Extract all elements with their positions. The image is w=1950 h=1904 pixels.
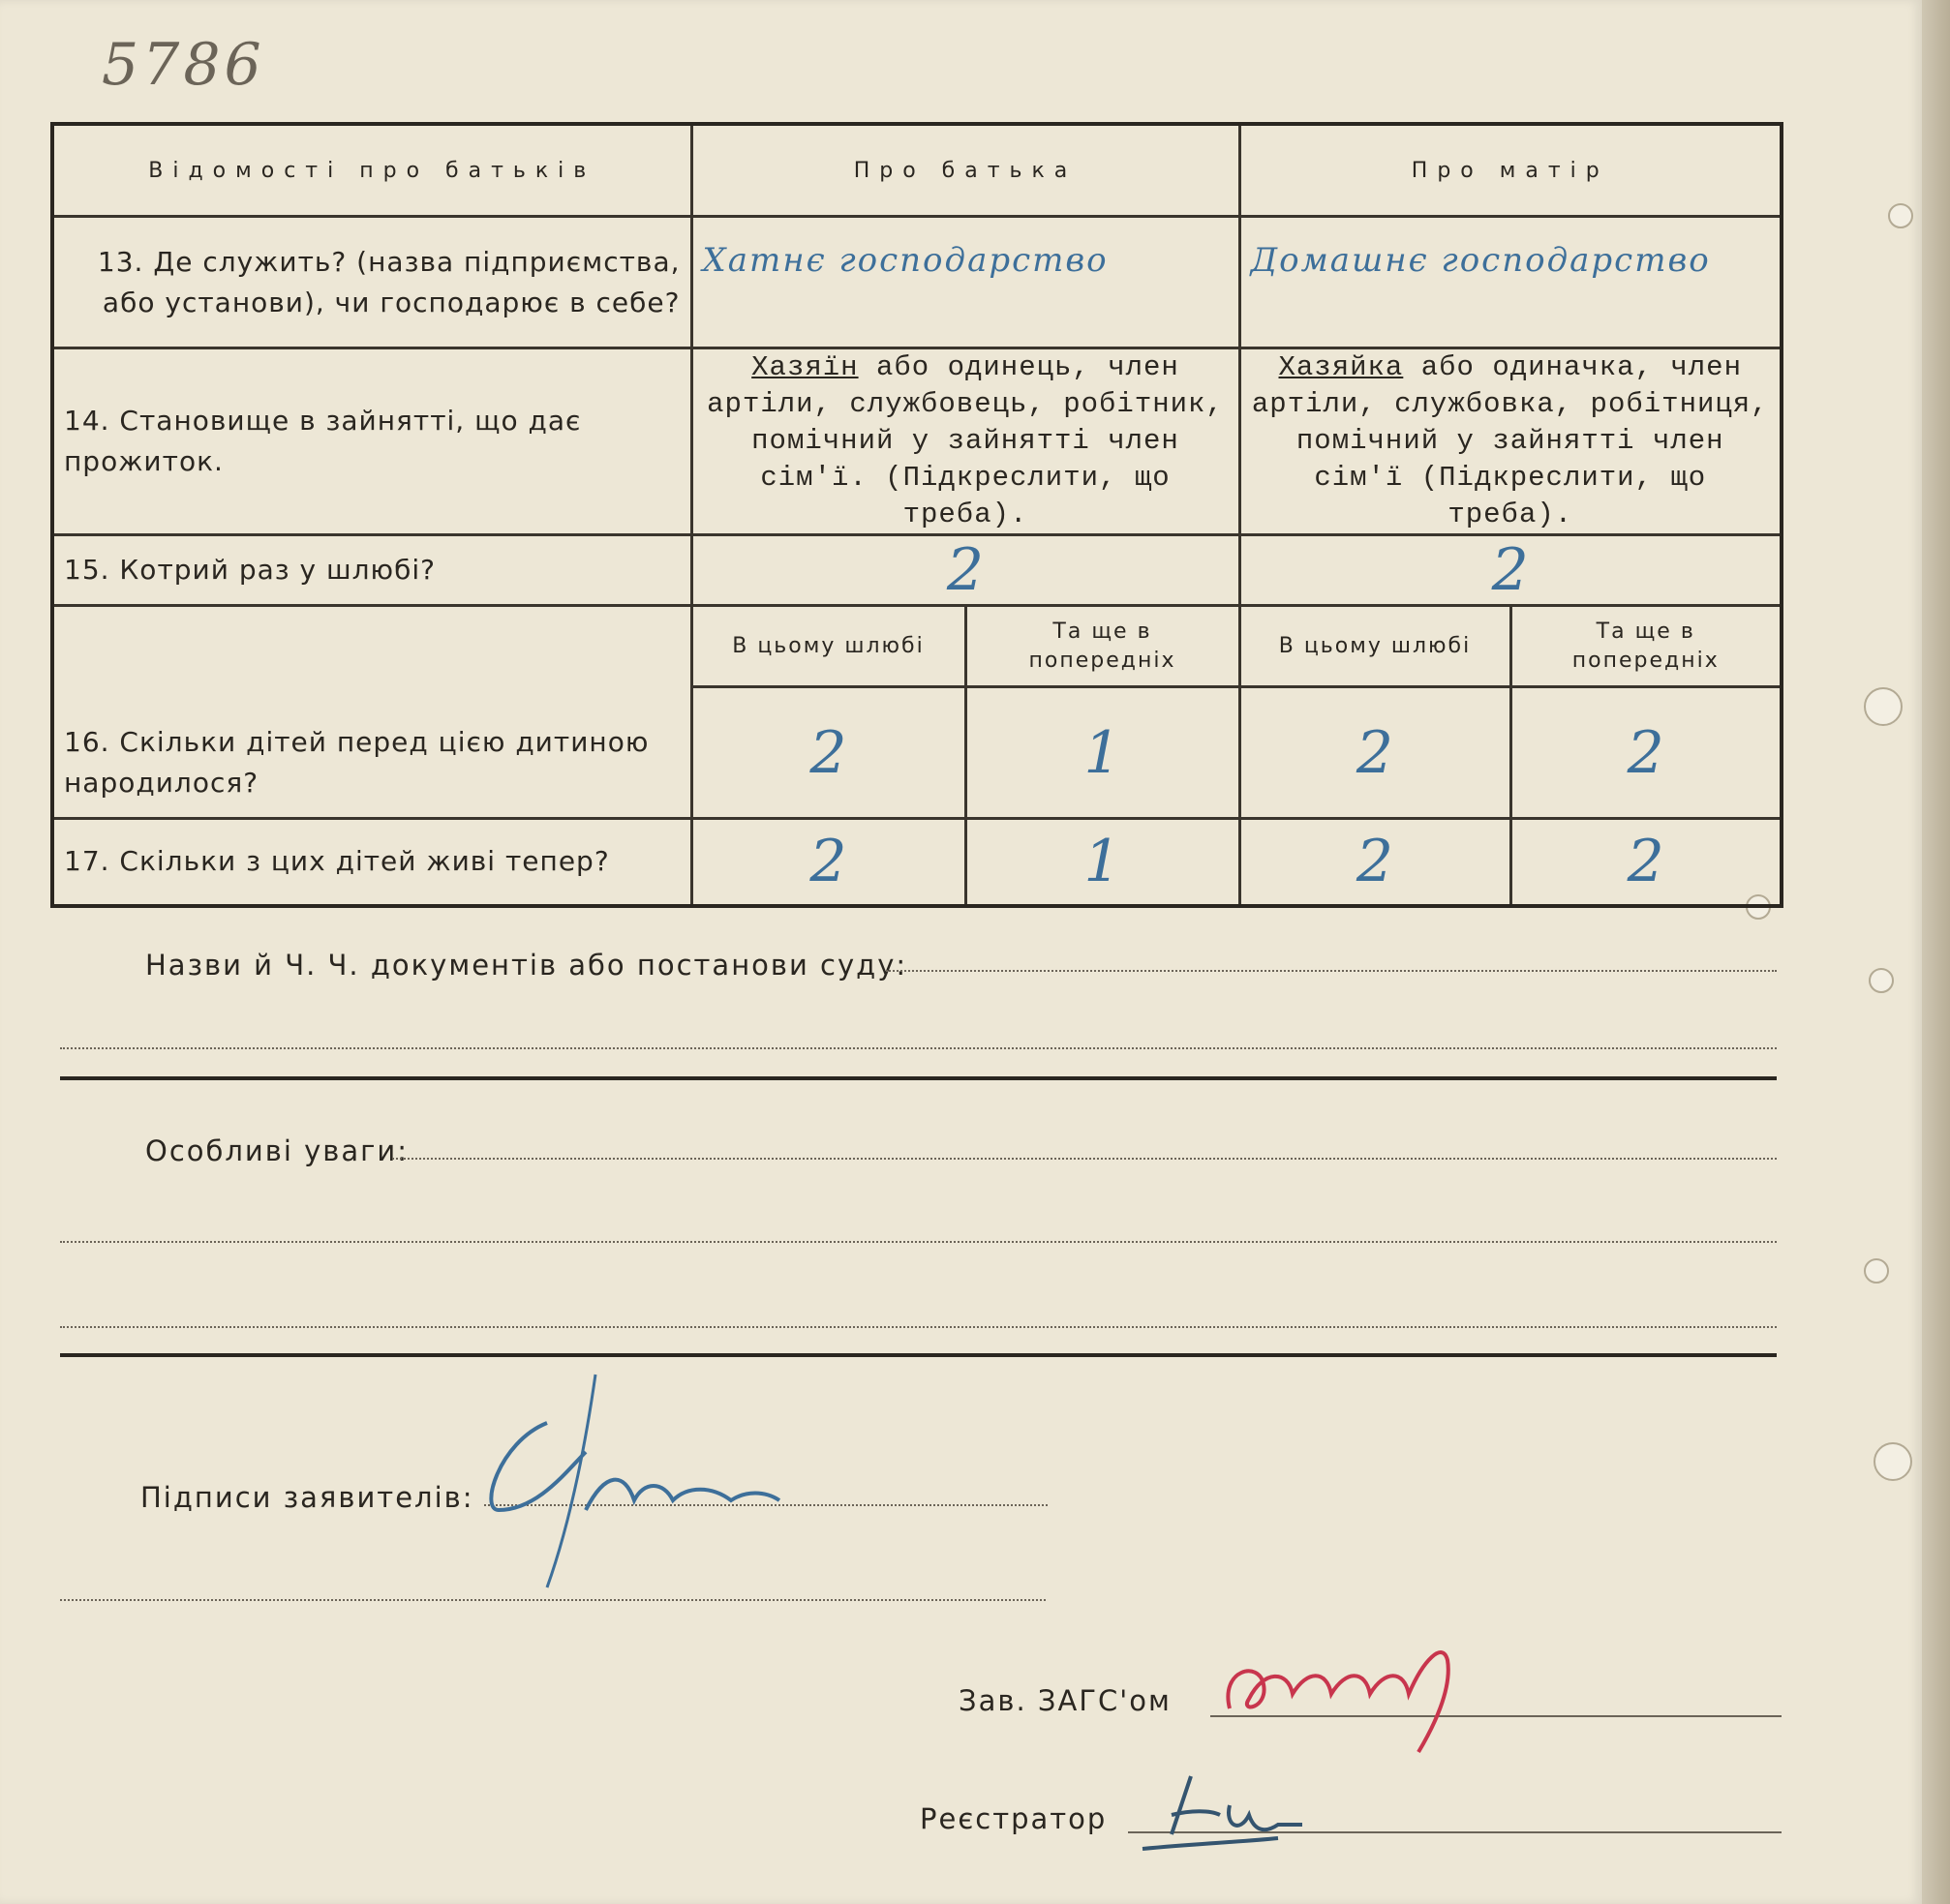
q17-father-this xyxy=(691,819,965,906)
documents-line xyxy=(886,970,1777,972)
notes-line xyxy=(60,1241,1777,1243)
documents-label: Назви й Ч. Ч. документів або постанови суду: xyxy=(145,949,908,982)
q16-mother-prev xyxy=(1510,687,1782,819)
q16-father-prev xyxy=(965,687,1239,819)
q15-father-cell xyxy=(691,535,1239,606)
subheader-mother-this: В цьому шлюбі xyxy=(1239,606,1510,687)
q16-father-this-value: 2 xyxy=(809,718,847,787)
q16-mother-this xyxy=(1239,687,1510,819)
notes-line xyxy=(392,1158,1777,1160)
q14-father-underlined: Хазяїн xyxy=(751,351,859,383)
q14-father-rest: або одинець, член артіли, службовець, робітник, помічний у зайнятті член сім'ї. (Підкреслити, що треба). xyxy=(707,351,1224,530)
section-divider xyxy=(60,1353,1777,1357)
q16-question: 16. Скільки дітей перед цією дитиною народилося? xyxy=(52,606,691,819)
header-info: Відомості про батьків xyxy=(52,124,691,217)
q17-father-prev xyxy=(965,819,1239,906)
q13-father-cell xyxy=(691,217,1239,348)
registry-head-signature xyxy=(1220,1631,1472,1757)
q15-mother-answer: 2 xyxy=(1491,536,1529,604)
q15-question: 15. Котрий раз у шлюбі? xyxy=(52,535,691,606)
q17-mother-prev xyxy=(1510,819,1782,906)
q16-father-this xyxy=(691,687,965,819)
notes-label: Особливі уваги: xyxy=(145,1134,410,1167)
q13-mother-cell xyxy=(1239,217,1782,348)
signatures-label: Підписи заявителів: xyxy=(140,1481,474,1514)
registrar-signature xyxy=(1133,1757,1385,1863)
q16-mother-this-value: 2 xyxy=(1356,718,1394,787)
signature-line xyxy=(60,1599,1046,1601)
header-mother: Про матір xyxy=(1239,124,1782,217)
page-edge xyxy=(1922,0,1950,1904)
q17-father-prev-value: 1 xyxy=(1083,828,1121,896)
q13-father-answer: Хатнє господарство xyxy=(702,241,1109,280)
archive-number: 5786 xyxy=(102,31,265,99)
header-father: Про батька xyxy=(691,124,1239,217)
notes-line xyxy=(60,1326,1777,1328)
registrar-label: Реєстратор xyxy=(920,1802,1108,1835)
q17-mother-this-value: 2 xyxy=(1356,828,1394,896)
subheader-mother-prev: Та ще в попередніх xyxy=(1510,606,1782,687)
subheader-father-prev: Та ще в попередніх xyxy=(965,606,1239,687)
punch-hole xyxy=(1874,1442,1912,1481)
q16-mother-prev-value: 2 xyxy=(1627,718,1664,787)
section-divider xyxy=(60,1076,1777,1080)
q13-mother-answer: Домашнє господарство xyxy=(1250,241,1711,280)
registry-head-label: Зав. ЗАГС'ом xyxy=(959,1684,1172,1717)
q15-mother-cell xyxy=(1239,535,1782,606)
subheader-father-this: В цьому шлюбі xyxy=(691,606,965,687)
q13-question: 13. Де служить? (назва підприємства, або установи), чи господарює в себе? xyxy=(52,217,691,348)
q14-mother-options xyxy=(1239,348,1782,535)
punch-hole xyxy=(1864,687,1903,726)
q14-father-options xyxy=(691,348,1239,535)
q17-father-this-value: 2 xyxy=(809,828,847,896)
punch-hole xyxy=(1864,1258,1889,1284)
q15-father-answer: 2 xyxy=(946,536,985,604)
q17-question: 17. Скільки з цих дітей живі тепер? xyxy=(52,819,691,906)
documents-line xyxy=(60,1047,1777,1049)
q14-mother-underlined: Хазяйка xyxy=(1278,351,1404,383)
q14-mother-rest: або одиначка, член артіли, службовка, робітниця, помічний у зайнятті член сім'ї (Підкреслити, що треба). xyxy=(1251,351,1769,530)
punch-hole xyxy=(1869,968,1894,993)
q14-question: 14. Становище в зайнятті, що дає прожиток. xyxy=(52,348,691,535)
applicant-signature xyxy=(479,1365,789,1597)
q17-mother-this xyxy=(1239,819,1510,906)
punch-hole xyxy=(1888,203,1913,228)
parents-info-table xyxy=(50,122,1783,908)
q16-father-prev-value: 1 xyxy=(1083,718,1121,787)
q17-mother-prev-value: 2 xyxy=(1627,828,1664,896)
